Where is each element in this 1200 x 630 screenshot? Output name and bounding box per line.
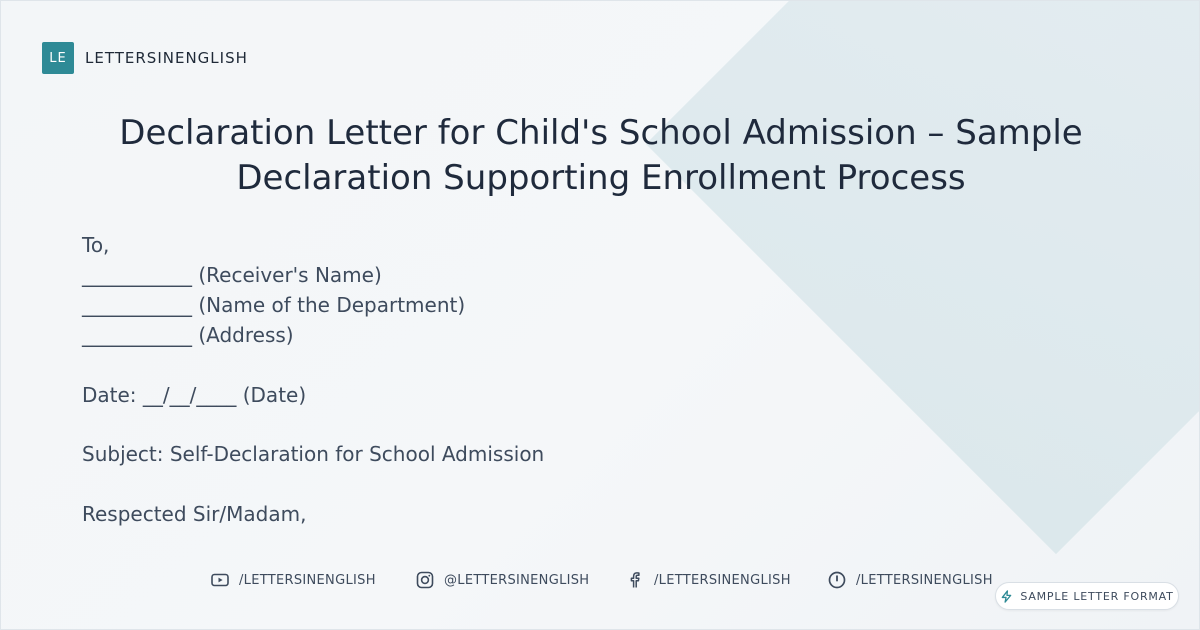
letter-date: Date: __/__/____ (Date) [82, 382, 307, 407]
youtube-icon [210, 570, 230, 590]
spacer [82, 410, 544, 440]
brand-name: LETTERSINENGLISH [85, 49, 248, 67]
social-youtube[interactable] [210, 567, 376, 593]
letter-department: ___________ (Name of the Department) [82, 293, 466, 317]
social-handle: @LETTERSINENGLISH [444, 572, 590, 588]
social-instagram[interactable] [415, 567, 589, 593]
title-line-1: Declaration Letter for Child's School Admission – Sample [119, 113, 1083, 153]
letter-preview [82, 230, 544, 529]
decorative-diamond [646, 0, 1200, 554]
bolt-icon [1000, 590, 1013, 603]
letter-address: ___________ (Address) [82, 323, 294, 347]
letter-receiver: ___________ (Receiver's Name) [82, 263, 382, 287]
social-handle: /LETTERSINENGLISH [654, 572, 791, 588]
facebook-icon [625, 570, 645, 590]
social-threads[interactable] [827, 567, 993, 593]
page-title [61, 111, 1141, 201]
brand[interactable] [42, 42, 248, 74]
social-handle: /LETTERSINENGLISH [239, 572, 376, 588]
instagram-icon [415, 570, 435, 590]
badge-label: SAMPLE LETTER FORMAT [1020, 589, 1174, 603]
social-handle: /LETTERSINENGLISH [856, 572, 993, 588]
letter-greeting: Respected Sir/Madam, [82, 501, 307, 526]
spacer [82, 350, 544, 380]
letter-subject: Subject: Self-Declaration for School Admission [82, 442, 545, 466]
social-facebook[interactable] [625, 567, 791, 593]
spacer [82, 469, 544, 499]
brand-logo: LE [42, 42, 74, 74]
letter-to: To, [82, 233, 110, 257]
threads-icon [827, 570, 847, 590]
title-line-2: Declaration Supporting Enrollment Process [236, 158, 966, 198]
sample-letter-badge [995, 582, 1179, 610]
